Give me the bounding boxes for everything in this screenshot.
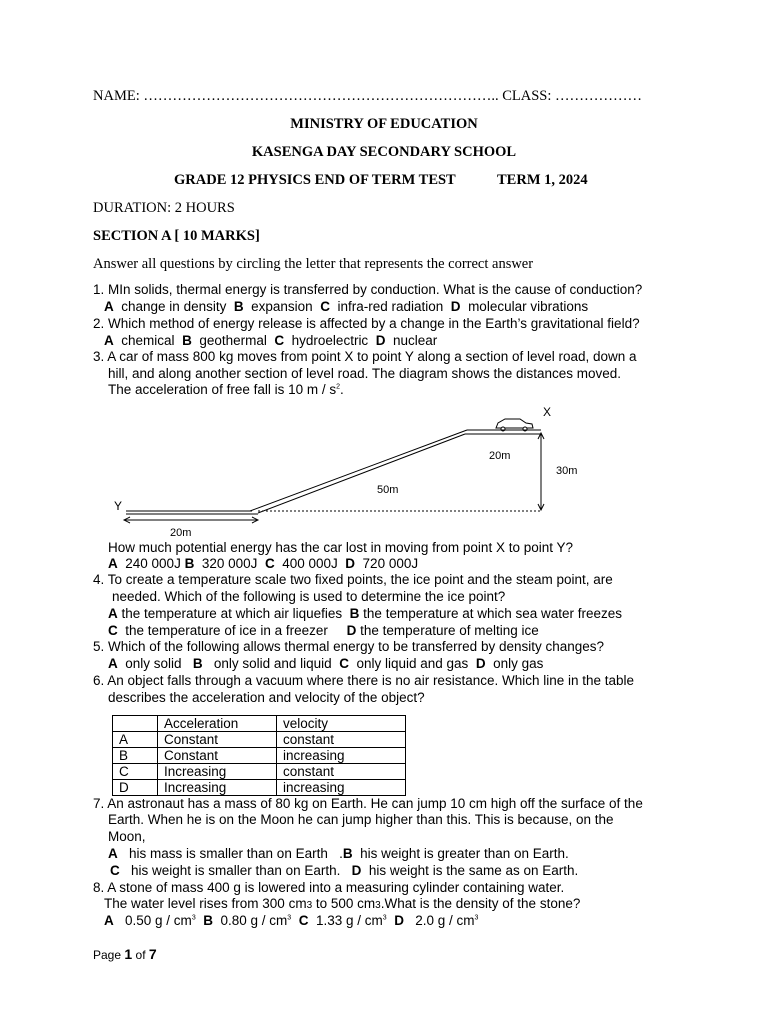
- name-class-line: NAME: ……………………………………………………………….. CLASS: ………………: [93, 88, 643, 104]
- instruction: Answer all questions by circling the letter that represents the correct answer: [93, 256, 534, 272]
- q7-stem-2: Earth. When he is on the Moon he can jump higher than this. This is because, on the: [108, 812, 614, 827]
- height-label: 30m: [556, 465, 578, 477]
- table-cell: constant: [277, 764, 406, 780]
- table-cell: constant: [277, 732, 406, 748]
- q3-stem-2: hill, and along another section of level road. The diagram shows the distances moved.: [108, 366, 622, 381]
- q2-stem: 2. Which method of energy release is affected by a change in the Earth’s gravitational field?: [93, 316, 640, 331]
- table-cell: A: [113, 732, 158, 748]
- q5-options: A only solid B only solid and liquid C only liquid and gas D only gas: [108, 656, 544, 671]
- school-title: KASENGA DAY SECONDARY SCHOOL: [251, 144, 517, 160]
- table-cell: Increasing: [158, 764, 277, 780]
- q1-options: A change in density B expansion C infra-red radiation D molecular vibrations: [104, 299, 589, 314]
- q3-stem-1: 3. A car of mass 800 kg moves from point X to point Y along a section of level road, down a: [93, 349, 637, 364]
- table-row: [113, 748, 406, 764]
- table-cell: C: [113, 764, 158, 780]
- table-row: [113, 780, 406, 796]
- q7-options-cd: C his weight is smaller than on Earth. D his weight is the same as on Earth.: [110, 863, 579, 878]
- table-row: [113, 732, 406, 748]
- q7-options-ab: A his mass is smaller than on Earth .B his weight is greater than on Earth.: [108, 846, 569, 861]
- table-cell: velocity: [277, 716, 406, 732]
- bottom-length-label: 20m: [170, 527, 192, 539]
- table-row: [113, 764, 406, 780]
- table-cell: Acceleration: [158, 716, 277, 732]
- table-cell: B: [113, 748, 158, 764]
- q7-stem-3: Moon,: [108, 829, 146, 844]
- q7-stem-1: 7. An astronaut has a mass of 80 kg on Earth. He can jump 10 cm high off the surface of the: [93, 796, 643, 811]
- q4-options-cd: C the temperature of ice in a freezer D the temperature of melting ice: [108, 623, 539, 638]
- section-title: SECTION A [ 10 MARKS]: [93, 228, 260, 244]
- q4-stem-2: needed. Which of the following is used to determine the ice point?: [112, 589, 506, 604]
- q5-stem: 5. Which of the following allows thermal energy to be transferred by density changes?: [93, 639, 605, 654]
- q1-stem: 1. MIn solids, thermal energy is transferred by conduction. What is the cause of conduction?: [93, 282, 643, 297]
- ministry-title: MINISTRY OF EDUCATION: [290, 116, 478, 132]
- table-cell: [113, 716, 158, 732]
- duration-label: DURATION: 2 HOURS: [93, 200, 235, 216]
- table-cell: increasing: [277, 748, 406, 764]
- q8-options: A 0.50 g / $cm^3$ B 0.80 g / $cm^3$ C 1.33 g / $cm^3$ D 2.0 g / $cm^3$: [104, 913, 479, 928]
- table-header-row: [113, 716, 406, 732]
- table-cell: D: [113, 780, 158, 796]
- point-y-label: Y: [114, 499, 123, 513]
- q2-options: A chemical B geothermal C hydroelectric D nuclear: [104, 333, 438, 348]
- slope-length-label: 50m: [377, 484, 399, 496]
- q4-options-ab: A the temperature at which air liquefies B the temperature at which sea water freezes: [108, 606, 623, 621]
- top-length-label: 20m: [489, 450, 511, 462]
- term-label: TERM 1, 2024: [497, 172, 588, 188]
- q6-answer-table: [112, 715, 406, 796]
- q6-stem-2: describes the acceleration and velocity of the object?: [108, 690, 425, 705]
- table-cell: Constant: [158, 748, 277, 764]
- table-cell: Constant: [158, 732, 277, 748]
- car-icon: [496, 419, 533, 431]
- test-title: GRADE 12 PHYSICS END OF TERM TEST: [174, 172, 456, 188]
- q8-stem-1: 8. A stone of mass 400 g is lowered into a measuring cylinder containing water.: [93, 880, 565, 895]
- page-footer: Page 1 of 7: [93, 946, 157, 962]
- table-cell: increasing: [277, 780, 406, 796]
- q3-options: A 240 000J B 320 000J C 400 000J D 720 000J: [108, 556, 419, 571]
- q6-stem-1: 6. An object falls through a vacuum where there is no air resistance. Which line in the table: [93, 673, 635, 688]
- q3-question: How much potential energy has the car lost in moving from point X to point Y?: [108, 540, 573, 555]
- table-cell: Increasing: [158, 780, 277, 796]
- q3-stem-3: The acceleration of free fall is 10 m / $s^2$.: [108, 382, 344, 397]
- q8-stem-2: The water level rises from 300 cm3 to 500 cm3.What is the density of the stone?: [104, 896, 581, 911]
- q4-stem-1: 4. To create a temperature scale two fixed points, the ice point and the steam point, are: [93, 572, 613, 587]
- point-x-label: X: [543, 405, 552, 419]
